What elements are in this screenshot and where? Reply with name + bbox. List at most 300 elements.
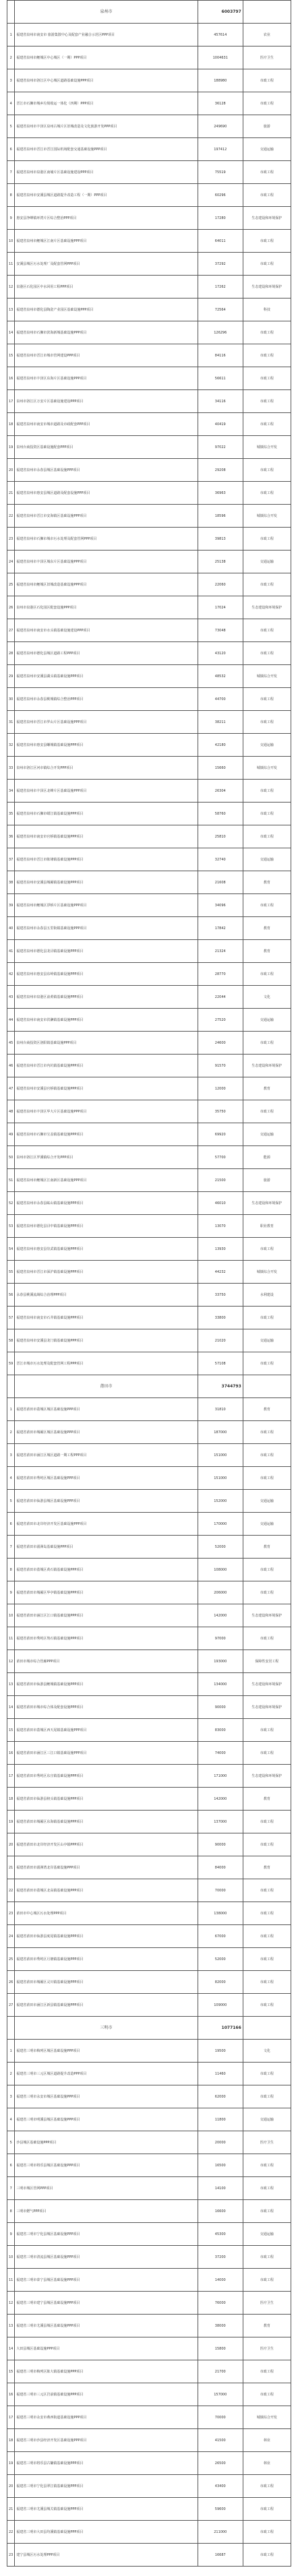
project-name: 福建省泉州市石狮市宝盖镇基础设施PPP项目 [15,1123,198,1146]
table-row [7,1329,291,1352]
project-name: 沙县城区基础设施PPP项目 [15,2131,198,2154]
row-number: 17 [7,2406,15,2429]
row-number: 27 [7,619,15,642]
industry-category: 市政工程 [243,2063,291,2085]
investment-amount: 37292 [198,253,243,276]
project-name: 福建省三明市尤溪县城关镇基础设施PPP项目 [15,2498,198,2521]
row-number: 3 [7,2085,15,2108]
industry-category: 市政工程 [243,1994,291,2017]
row-number: 14 [7,1696,15,1719]
project-name: 福建省泉州市安溪县城区道路提升改造工程（一期）PPP项目 [15,184,198,207]
row-number: 21 [7,2498,15,2521]
investment-amount: 11460 [198,2063,243,2085]
row-number: 10 [7,2246,15,2269]
project-name: 福建省莆田市涵江区城区道路一期工程PPP项目 [15,1444,198,1467]
table-row [7,1398,291,1421]
project-name: 福建省泉州市晋江市罗山片区基础设施PPP项目 [15,711,198,734]
investment-amount: 152000 [198,1490,243,1513]
table-row [7,24,291,46]
investment-amount: 41500 [198,2429,243,2452]
investment-amount: 17280 [198,207,243,230]
industry-category: 旅游 [243,1169,291,1192]
project-name: 福建省泉州市晋江市晋江国际机场配套交通基础设施PPP项目 [15,138,198,161]
investment-amount: 109000 [198,1994,243,2017]
table-row [7,2040,291,2063]
investment-amount: 40419 [198,413,243,436]
table-row [7,986,291,1009]
project-name: 福建省泉州市鲤城区中心城区（一期）PPP项目 [15,46,198,69]
table-row [7,1467,291,1490]
section-city-name: 三明市 [15,2017,198,2040]
table-row [7,1902,291,1925]
industry-category: 交通运输 [243,551,291,573]
project-name: 福建省泉州市鲤城区旧城改造基础设施PPP项目 [15,573,198,596]
project-name: 福建省泉州市石狮市滨海新城基础设施PPP项目 [15,321,198,344]
row-number: 20 [7,459,15,482]
row-number: 3 [7,1444,15,1467]
project-name: 福建省泉州市丰泽区泉州古城片区旧城改造及文化旅游开发PPP项目 [15,115,198,138]
investment-amount: 72564 [198,299,243,321]
investment-amount: 90000 [198,1833,243,1856]
section-header-row [7,2017,291,2040]
table-row [7,1009,291,1032]
investment-amount: 70000 [198,1879,243,1902]
project-name: 福建省莆田市荔城区北高镇基础设施PPP项目 [15,1879,198,1902]
project-name: 福建省泉州市安溪县湖头镇基础设施PPP项目 [15,665,198,688]
project-name: 福建省莆田市仙游县榜头镇基础设施PPP项目 [15,1788,198,1811]
investment-amount: 39813 [198,528,243,551]
project-name: 福建省莆田市城厢区城区基础设施PPP项目 [15,1421,198,1444]
industry-category: 市政工程 [243,1971,291,1994]
project-name: 福建省三明市梅列区陈大镇基础设施PPP项目 [15,2360,198,2383]
industry-category: 市政工程 [243,1811,291,1833]
project-name: 福建省泉州市洛江区中心城区道路基础设施PPP项目 [15,69,198,92]
row-number: 57 [7,1307,15,1329]
investment-amount: 21608 [198,871,243,894]
table-row [7,1284,291,1307]
table-row [7,1307,291,1329]
project-name: 福建省三明市泰宁县城区基础设施PPP项目 [15,2269,198,2292]
table-row [7,1604,291,1627]
table-row [7,688,291,711]
investment-amount: 90000 [198,1696,243,1719]
row-number: 22 [7,1879,15,1902]
project-name: 福建省泉州市丰泽区北峰片区基础设施PPP项目 [15,780,198,803]
project-name: 福建省莆田市城厢区东海镇基础设施PPP项目 [15,1811,198,1833]
investment-amount: 16600 [198,2200,243,2223]
section-total-investment: 6003797 [198,1,243,24]
project-name: 泉州台商投资区洛阳镇基础设施PPP项目 [15,1032,198,1055]
industry-category: 市政工程 [243,573,291,596]
table-row [7,482,291,505]
investment-amount: 1004631 [198,46,243,69]
project-name: 福建省莆田市湄洲岛基础设施PPP项目 [15,1536,198,1559]
project-name: 三明市城区管网PPP项目 [15,2177,198,2200]
row-number: 19 [7,1811,15,1833]
section-city-name: 泉州市 [15,1,198,24]
row-number: 34 [7,780,15,803]
project-name: 福建省泉州市南安市城市道路及市政配套PPP项目 [15,413,198,436]
project-name: 福建省三明市三元区城区道路提升改造PPP项目 [15,2063,198,2085]
industry-category: 市政工程 [243,1719,291,1742]
row-number: 2 [7,2063,15,2085]
project-name: 泉州市洛江区万安片区基础设施建设PPP项目 [15,390,198,413]
row-number: 21 [7,482,15,505]
industry-category: 生态建设和环境保护 [243,1673,291,1696]
industry-category: 教育 [243,1077,291,1100]
table-row [7,1077,291,1100]
investment-amount: 19500 [198,2040,243,2063]
table-row [7,1742,291,1765]
project-name: 福建省三明市大田县均溪镇基础设施PPP项目 [15,2521,198,2544]
project-name: 福建省莆田市仙游县城区基础设施PPP项目 [15,1490,198,1513]
investment-amount: 43400 [198,2475,243,2498]
row-number: 2 [7,1421,15,1444]
row-number: 15 [7,1719,15,1742]
industry-category: 医疗卫生 [243,2337,291,2360]
table-row [7,528,291,551]
project-name: 福建省泉州市丰泽区城东片区基础设施PPP项目 [15,551,198,573]
investment-amount: 76000 [198,2292,243,2315]
table-row [7,1765,291,1788]
investment-amount: 211000 [198,2521,243,2544]
row-number: 26 [7,596,15,619]
industry-category: 市政工程 [243,2200,291,2223]
industry-category: 科技 [243,299,291,321]
industry-category: 医疗卫生 [243,2292,291,2315]
project-name: 泉港区石化园区中水回用工程PPP项目 [15,276,198,299]
project-name: 福建省泉州市永春县桃城镇综合整治PPP项目 [15,688,198,711]
investment-amount: 21324 [198,940,243,963]
project-name: 惠安县净峰镇环湾片区综合整治PPP项目 [15,207,198,230]
table-row [7,1925,291,1948]
project-name: 福建省莆田市秀屿区月塘镇基础设施PPP项目 [15,1948,198,1971]
investment-amount: 42180 [198,734,243,757]
investment-amount: 45300 [198,2223,243,2246]
investment-amount: 59600 [198,2498,243,2521]
project-name: 福建省泉州市南安市 旅游集散中心及配套产业融合示范区PPP项目 [15,24,198,46]
table-row [7,596,291,619]
table-row [7,1169,291,1192]
industry-category: 市政工程 [243,2269,291,2292]
project-name: 福建省莆田市涵江区新县镇基础设施PPP项目 [15,1994,198,2017]
row-number: 7 [7,2177,15,2200]
row-number: 54 [7,1238,15,1261]
project-name: 福建省莆田市荔城区西天尾镇基础设施PPP项目 [15,1719,198,1742]
row-number: 37 [7,848,15,871]
table-row [7,1856,291,1879]
industry-category: 农业 [243,24,291,46]
investment-amount: 171000 [198,1765,243,1788]
empty-cell [243,1,291,24]
investment-amount: 73048 [198,619,243,642]
industry-category: 生态建设和环境保护 [243,207,291,230]
investment-amount: 97022 [198,436,243,459]
project-name: 福建省三明市将乐县城区基础设施PPP项目 [15,2154,198,2177]
investment-amount: 15800 [198,2337,243,2360]
row-number: 4 [7,1467,15,1490]
row-number: 59 [7,1352,15,1375]
industry-category: 交通运输 [243,138,291,161]
investment-amount: 32740 [198,848,243,871]
table-row [7,2246,291,2269]
table-row [7,2063,291,2085]
industry-category: 市政工程 [243,963,291,986]
investment-amount: 22044 [198,986,243,1009]
row-number: 14 [7,2337,15,2360]
row-number: 14 [7,321,15,344]
investment-amount: 84116 [198,344,243,367]
empty-cell [7,1,15,24]
investment-amount: 46010 [198,1192,243,1215]
industry-category: 市政工程 [243,803,291,825]
project-name: 福建省泉州市南安市洪濑镇基础设施PPP项目 [15,1009,198,1032]
industry-category: 市政工程 [243,642,291,665]
row-number: 36 [7,825,15,848]
industry-category: 城镇综合开发 [243,1261,291,1284]
industry-category: 市政工程 [243,482,291,505]
table-row [7,2154,291,2177]
project-name: 福建省泉州市鲤城区江南片区基础设施PPP项目 [15,230,198,253]
table-row [7,1215,291,1238]
industry-category: 市政工程 [243,1100,291,1123]
table-row [7,1490,291,1513]
table-row [7,2452,291,2475]
project-name: 福建省泉州市南安市水头镇基础设施建设PPP项目 [15,619,198,642]
row-number: 18 [7,1788,15,1811]
investment-amount: 91570 [198,1055,243,1077]
project-name: 福建省泉州市晋江市城市管网建设PPP项目 [15,344,198,367]
row-number: 51 [7,1169,15,1192]
table-row [7,1261,291,1284]
project-name: 福建省泉州市南安市石井镇基础设施PPP项目 [15,1307,198,1329]
row-number: 11 [7,1627,15,1650]
table-row [7,1536,291,1559]
project-name: 泉州市洛江区河市镇综合开发PPP项目 [15,757,198,780]
table-row [7,711,291,734]
investment-amount: 108000 [198,1559,243,1581]
row-number: 10 [7,230,15,253]
project-name: 福建省泉州市惠安县螺城镇基础设施PPP项目 [15,734,198,757]
table-row [7,459,291,482]
project-name: 福建省莆田市秀屿区城区基础设施PPP项目 [15,1467,198,1490]
table-row [7,367,291,390]
row-number: 42 [7,963,15,986]
row-number: 53 [7,1215,15,1238]
investment-amount: 249690 [198,115,243,138]
industry-category: 生态建设和环境保护 [243,276,291,299]
table-row [7,1971,291,1994]
row-number: 22 [7,505,15,528]
industry-category: 市政工程 [243,92,291,115]
row-number: 6 [7,138,15,161]
row-number: 1 [7,1398,15,1421]
table-row [7,1994,291,2017]
investment-amount: 187000 [198,1421,243,1444]
investment-amount: 20000 [198,2131,243,2154]
row-number: 21 [7,1856,15,1879]
table-row [7,2131,291,2154]
investment-amount: 37200 [198,2246,243,2269]
industry-category: 生态建设和环境保护 [243,596,291,619]
industry-category: 医疗卫生 [243,2131,291,2154]
row-number: 3 [7,69,15,92]
investment-amount: 33800 [198,1307,243,1329]
table-row [7,1192,291,1215]
industry-category: 交通运输 [243,1009,291,1032]
industry-category: 市政工程 [243,1627,291,1650]
investment-amount: 84000 [198,1856,243,1879]
project-name: 福建省泉州市晋江市陈埭镇基础设施PPP项目 [15,848,198,871]
investment-amount: 24600 [198,1032,243,1055]
project-name: 福建省泉州市德化县城区道路工程PPP项目 [15,642,198,665]
row-number: 24 [7,1925,15,1948]
table-row [7,573,291,596]
industry-category: 教育 [243,917,291,940]
empty-cell [7,2017,15,2040]
table-row [7,2269,291,2292]
table-row [7,1627,291,1650]
industry-category: 市政工程 [243,2154,291,2177]
table-row [7,2429,291,2452]
project-name: 福建省泉州市安溪县龙门镇基础设施PPP项目 [15,1329,198,1352]
investment-amount: 36963 [198,482,243,505]
investment-amount: 22060 [198,573,243,596]
row-number: 33 [7,757,15,780]
project-name: 莆田市中心城区污水处理PPP项目 [15,1902,198,1925]
investment-amount: 206000 [198,1581,243,1604]
industry-category: 市政工程 [243,1352,291,1375]
row-number: 18 [7,2429,15,2452]
row-number: 16 [7,2383,15,2406]
row-number: 4 [7,2108,15,2131]
investment-amount: 31810 [198,1398,243,1421]
industry-category: 市政工程 [243,344,291,367]
investment-amount: 57108 [198,1352,243,1375]
project-name: 福建省三明市明溪县城区基础设施PPP项目 [15,2108,198,2131]
row-number: 40 [7,917,15,940]
industry-category: 能源 [243,1146,291,1169]
industry-category: 教育 [243,871,291,894]
investment-amount: 38000 [198,2315,243,2337]
project-name: 福建省莆田市涵江区江口镇基础设施PPP项目 [15,1604,198,1627]
industry-category: 水利建设 [243,1284,291,1307]
industry-category: 教育 [243,1398,291,1421]
industry-category: 城镇综合开发 [243,757,291,780]
investment-amount: 126296 [198,321,243,344]
table-row [7,2360,291,2383]
project-name: 福建省三明市尤溪县城区基础设施PPP项目 [15,2315,198,2337]
row-number: 16 [7,1742,15,1765]
project-name: 福建省泉州市丰泽区东海片区基础设施PPP项目 [15,367,198,390]
row-number: 30 [7,688,15,711]
investment-amount: 170000 [198,1513,243,1536]
project-name: 泉州台商投资区基础设施配套PPP项目 [15,436,198,459]
project-name: 晋江市城市污水处理及配套管网工程PPP项目 [15,1352,198,1375]
project-name: 福建省泉州市石狮市城市污水处理及配套管网PPP项目 [15,528,198,551]
row-number: 47 [7,1077,15,1100]
investment-amount: 25138 [198,551,243,573]
row-number: 24 [7,551,15,573]
project-name: 福建省泉州市永春县五里街镇基础设施PPP项目 [15,917,198,940]
investment-amount: 188980 [198,69,243,92]
industry-category: 市政工程 [243,2544,291,2567]
table-row [7,2315,291,2337]
investment-amount: 36128 [198,92,243,115]
investment-amount: 56611 [198,367,243,390]
row-number: 13 [7,299,15,321]
row-number: 8 [7,2200,15,2223]
project-name: 福建省三明市沙县经济开发区基础设施PPP项目 [15,2429,198,2452]
row-number: 46 [7,1055,15,1077]
table-row [7,642,291,665]
section-header-row [7,1,291,24]
empty-cell [243,1375,291,1398]
row-number: 23 [7,2544,15,2567]
industry-category: 文化 [243,986,291,1009]
row-number: 39 [7,894,15,917]
table-row [7,803,291,825]
table-row [7,1581,291,1604]
table-row [7,2498,291,2521]
industry-category: 市政工程 [243,1032,291,1055]
table-row [7,551,291,573]
industry-category: 文化 [243,2040,291,2063]
table-row [7,848,291,871]
row-number: 22 [7,2521,15,2544]
industry-category: 市政工程 [243,413,291,436]
project-name: 福建省泉州市泉港区南埔片区基础设施建设PPP项目 [15,161,198,184]
table-row [7,2200,291,2223]
investment-amount: 25810 [198,825,243,848]
table-row [7,115,291,138]
project-name: 福建省泉州市晋江市内坑镇基础设施PPP项目 [15,1055,198,1077]
investment-amount: 14000 [198,2269,243,2292]
investment-amount: 69920 [198,1123,243,1146]
table-row [7,871,291,894]
project-name: 福建省莆田市城厢区华亭镇基础设施PPP项目 [15,1581,198,1604]
investment-amount: 27520 [198,1009,243,1032]
project-name: 晋江市石狮市城乡垃圾收运一体化（四期）PPP项目 [15,92,198,115]
industry-category: 市政工程 [243,1581,291,1604]
row-number: 6 [7,2154,15,2177]
investment-amount: 193000 [198,1650,243,1673]
investment-amount: 75519 [198,161,243,184]
table-row [7,1948,291,1971]
industry-category: 市政工程 [243,2177,291,2200]
table-row [7,1650,291,1673]
row-number: 26 [7,1971,15,1994]
project-name: 福建省莆田市涵江区三江口镇基础设施PPP项目 [15,1742,198,1765]
row-number: 41 [7,940,15,963]
investment-amount: 13930 [198,1238,243,1261]
table-row [7,390,291,413]
row-number: 35 [7,803,15,825]
investment-amount: 12000 [198,1077,243,1100]
investment-amount: 29208 [198,459,243,482]
table-row [7,894,291,917]
row-number: 9 [7,1581,15,1604]
table-row [7,321,291,344]
row-number: 31 [7,711,15,734]
industry-category: 市政工程 [243,619,291,642]
industry-category: 生态建设和环境保护 [243,1055,291,1077]
table-row [7,207,291,230]
table-row [7,230,291,253]
industry-category: 交通运输 [243,1123,291,1146]
investment-amount: 52000 [198,1948,243,1971]
table-row [7,2108,291,2131]
